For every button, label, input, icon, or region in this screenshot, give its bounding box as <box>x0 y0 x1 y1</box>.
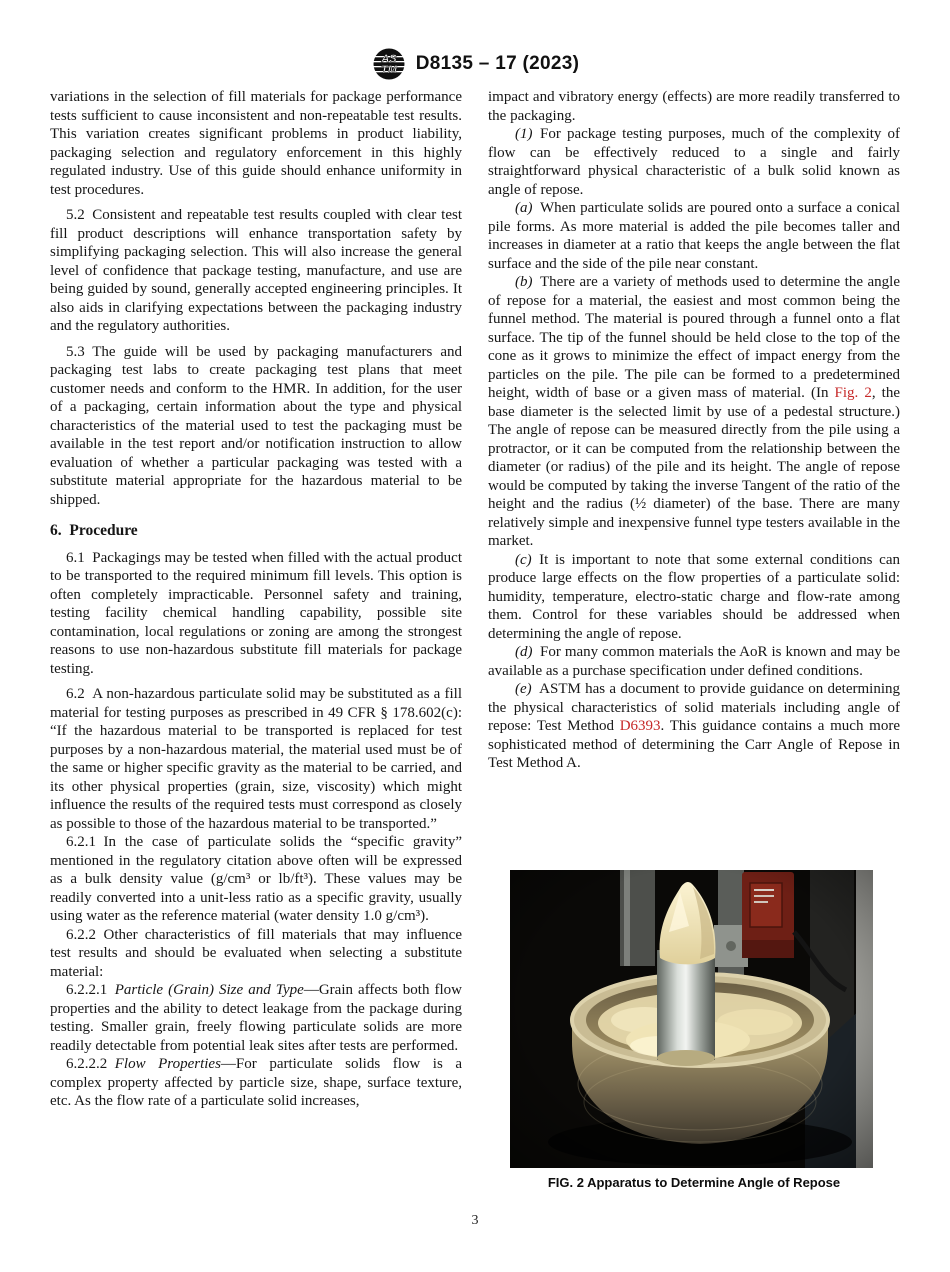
text-run: —Grain affects both flow properties and the ability to detect leakage from the package during testing. Smaller grain, freely flowing particulate solids are more readily detectable from potential leak sites after tests are performed. <box>50 982 463 1054</box>
text-run: ASTM has a document to provide guidance on determining the physical characteristics of solid materials including angle of repose: Test Method <box>488 681 900 734</box>
column-left <box>50 88 462 1111</box>
text-run: (b) <box>515 274 540 290</box>
para-6-2-1 <box>50 833 462 926</box>
para-6-2-2-1 <box>50 981 462 1055</box>
text-run: For package testing purposes, much of the complexity of flow can be effectively reduced to a single and fairly straightforward physical characteristic of a bulk solid known as angle of repose. <box>488 126 900 198</box>
text-run: 6.2.2 Other characteristics of fill materials that may influence test results and should be evaluated when selecting a substitute material: <box>50 926 462 980</box>
text-run: 6.2.2.2 <box>66 1056 115 1072</box>
text-run: 6.2 A non-hazardous particulate solid may be substituted as a fill material for testing purposes as prescribed in 49 CFR § 178.602(c): “If the hazardous material to be transported is replaced for test purposes by a non-hazardous material, the material used must be of the same or higher specific gravity as the material to be carried, and its other physical properties (grain, size, viscosity) which might influence the results of the required tests must correspond as closely as possible to those of the hazardous material to be transported.” <box>50 686 462 832</box>
para-right-continued <box>488 88 900 125</box>
text-run: , the base diameter is the selected limit by use of a pedestal structure.) The angle of repose can be measured directly from the pile using a protractor, or it can be computed from the relationship between the diameter (or radius) of the pile and its height. The angle of repose would be computed by taking the inverse Tangent of the ratio of the height and the radius (½ diameter) of the base. There are many relatively simple and inexpensive funnel type testers available in the market. <box>488 385 900 549</box>
para-item-d <box>488 643 900 680</box>
para-item-b <box>488 273 900 551</box>
text-run: 6. Procedure <box>50 522 138 539</box>
svg-text:AS: AS <box>381 53 397 65</box>
text-run: For many common materials the AoR is known and may be available as a purchase specification under defined conditions. <box>488 644 900 679</box>
text-run: 5.3 The guide will be used by packaging manufacturers and packaging test labs to create packaging test plans that meet customer needs and conform to the HMR. In addition, for the user of a packaging, certain information about the type and physical characteristics of the material used to test the packaging must be available in the test report and/or notification instruction to allow evaluation of whether a particular packaging was tested with a substitute material appropriate for the hazardous material to be shipped. <box>50 343 462 508</box>
reference-link[interactable]: Fig. 2 <box>834 385 872 401</box>
para-item-1 <box>488 125 900 199</box>
text-run: 6.1 Packagings may be tested when filled with the actual product to be transported to the required minimum fill levels. This option is often completely impracticable. Personnel safety and training, testing facility chemical handling capability, possible site contamination, local regulations or zoning are among the strongest reasons to use non-hazardous substitute fill materials for package testing. <box>50 549 462 677</box>
para-item-a <box>488 199 900 273</box>
text-run: (e) <box>515 681 540 697</box>
figure-2-photo <box>510 870 873 1168</box>
text-run: (d) <box>515 644 540 660</box>
reference-link[interactable]: D6393 <box>619 718 661 734</box>
text-run: 6.2.2.1 <box>66 982 115 998</box>
para-6-2 <box>50 685 462 833</box>
para-5-3 <box>50 343 462 510</box>
astm-logo-icon <box>371 46 407 82</box>
text-run: 6.2.1 In the case of particulate solids the “specific gravity” mentioned in the regulatory citation above often will be expressed as a bulk density value (g/cm³ or lb/ft³). These values may be readily converted into a unit-less ratio as a specific gravity, usually using water as the reference material (water density 1.0 g/cm³). <box>50 834 462 924</box>
text-run: 5.2 Consistent and repeatable test results coupled with clear test fill product descriptions will enhance transportation safety by simplifying packaging selection. This will also increase the general level of confidence that package testing, manufacture, and use are being guided by sound, generally accepted engineering principles. It also aids in clarifying expectations between the packaging industry and the regulatory authorities. <box>50 207 462 334</box>
para-6-1 <box>50 549 462 679</box>
text-run: (a) <box>515 200 540 216</box>
para-6-2-2 <box>50 926 462 982</box>
text-run: It is important to note that some external conditions can produce large effects on the flow properties of a particulate solid: humidity, temperature, electro-static charge and flow-rate among them. Control for these variables should be addressed when determining the angle of repose. <box>488 551 900 642</box>
page-number: 3 <box>471 1213 479 1228</box>
para-5-2 <box>50 206 462 336</box>
text-run: impact and vibratory energy (effects) are more readily transferred to the packaging. <box>488 89 900 124</box>
column-right <box>488 88 900 773</box>
svg-text:TM: TM <box>380 64 397 76</box>
para-5-1-continued <box>50 88 462 199</box>
para-6-2-2-2 <box>50 1055 462 1111</box>
text-run: (1) <box>515 126 540 142</box>
para-item-c <box>488 551 900 644</box>
standard-designation: D8135 – 17 (2023) <box>415 53 580 74</box>
text-run: —For particulate solids flow is a complex property affected by particle size, shape, surface texture, etc. As the flow rate of a particulate solid increases, <box>50 1056 462 1109</box>
text-run: There are a variety of methods used to determine the angle of repose for a material, the easiest and most common being the funnel method. The material is poured through a funnel onto a flat surface. The tip of the funnel should be held close to the top of the cone as it grows to minimize the effect of impact energy from the particles on the pile. The pile can be formed to a predetermined height, width of base or a given mass of material. (In <box>488 274 900 401</box>
text-run: . This guidance contains a much more sophisticated method of determining the Carr Angle of Repose in Test Method A. <box>488 718 900 771</box>
text-run: (c) <box>515 551 540 568</box>
text-run: Flow Properties <box>114 1056 221 1072</box>
figure-2-caption: FIG. 2 Apparatus to Determine Angle of Repose <box>547 1175 841 1190</box>
text-run: variations in the selection of fill materials for package performance tests sufficient to cause inconsistent and non-repeatable test results. This variation creates significant problems in product liability, packaging selection and regulatory enforcement in this highly regulated industry. Use of this guide should enhance uniformity in test procedures. <box>50 89 462 198</box>
para-item-e <box>488 680 900 773</box>
text-run: When particulate solids are poured onto a surface a conical pile forms. As more material is added the pile becomes taller and increases in diameter at a ratio that keeps the angle between the flat surface and the side of the pile near constant. <box>488 200 900 272</box>
page-header <box>0 46 950 82</box>
text-run: Particle (Grain) Size and Type <box>114 982 304 998</box>
section-6-heading <box>50 522 462 541</box>
